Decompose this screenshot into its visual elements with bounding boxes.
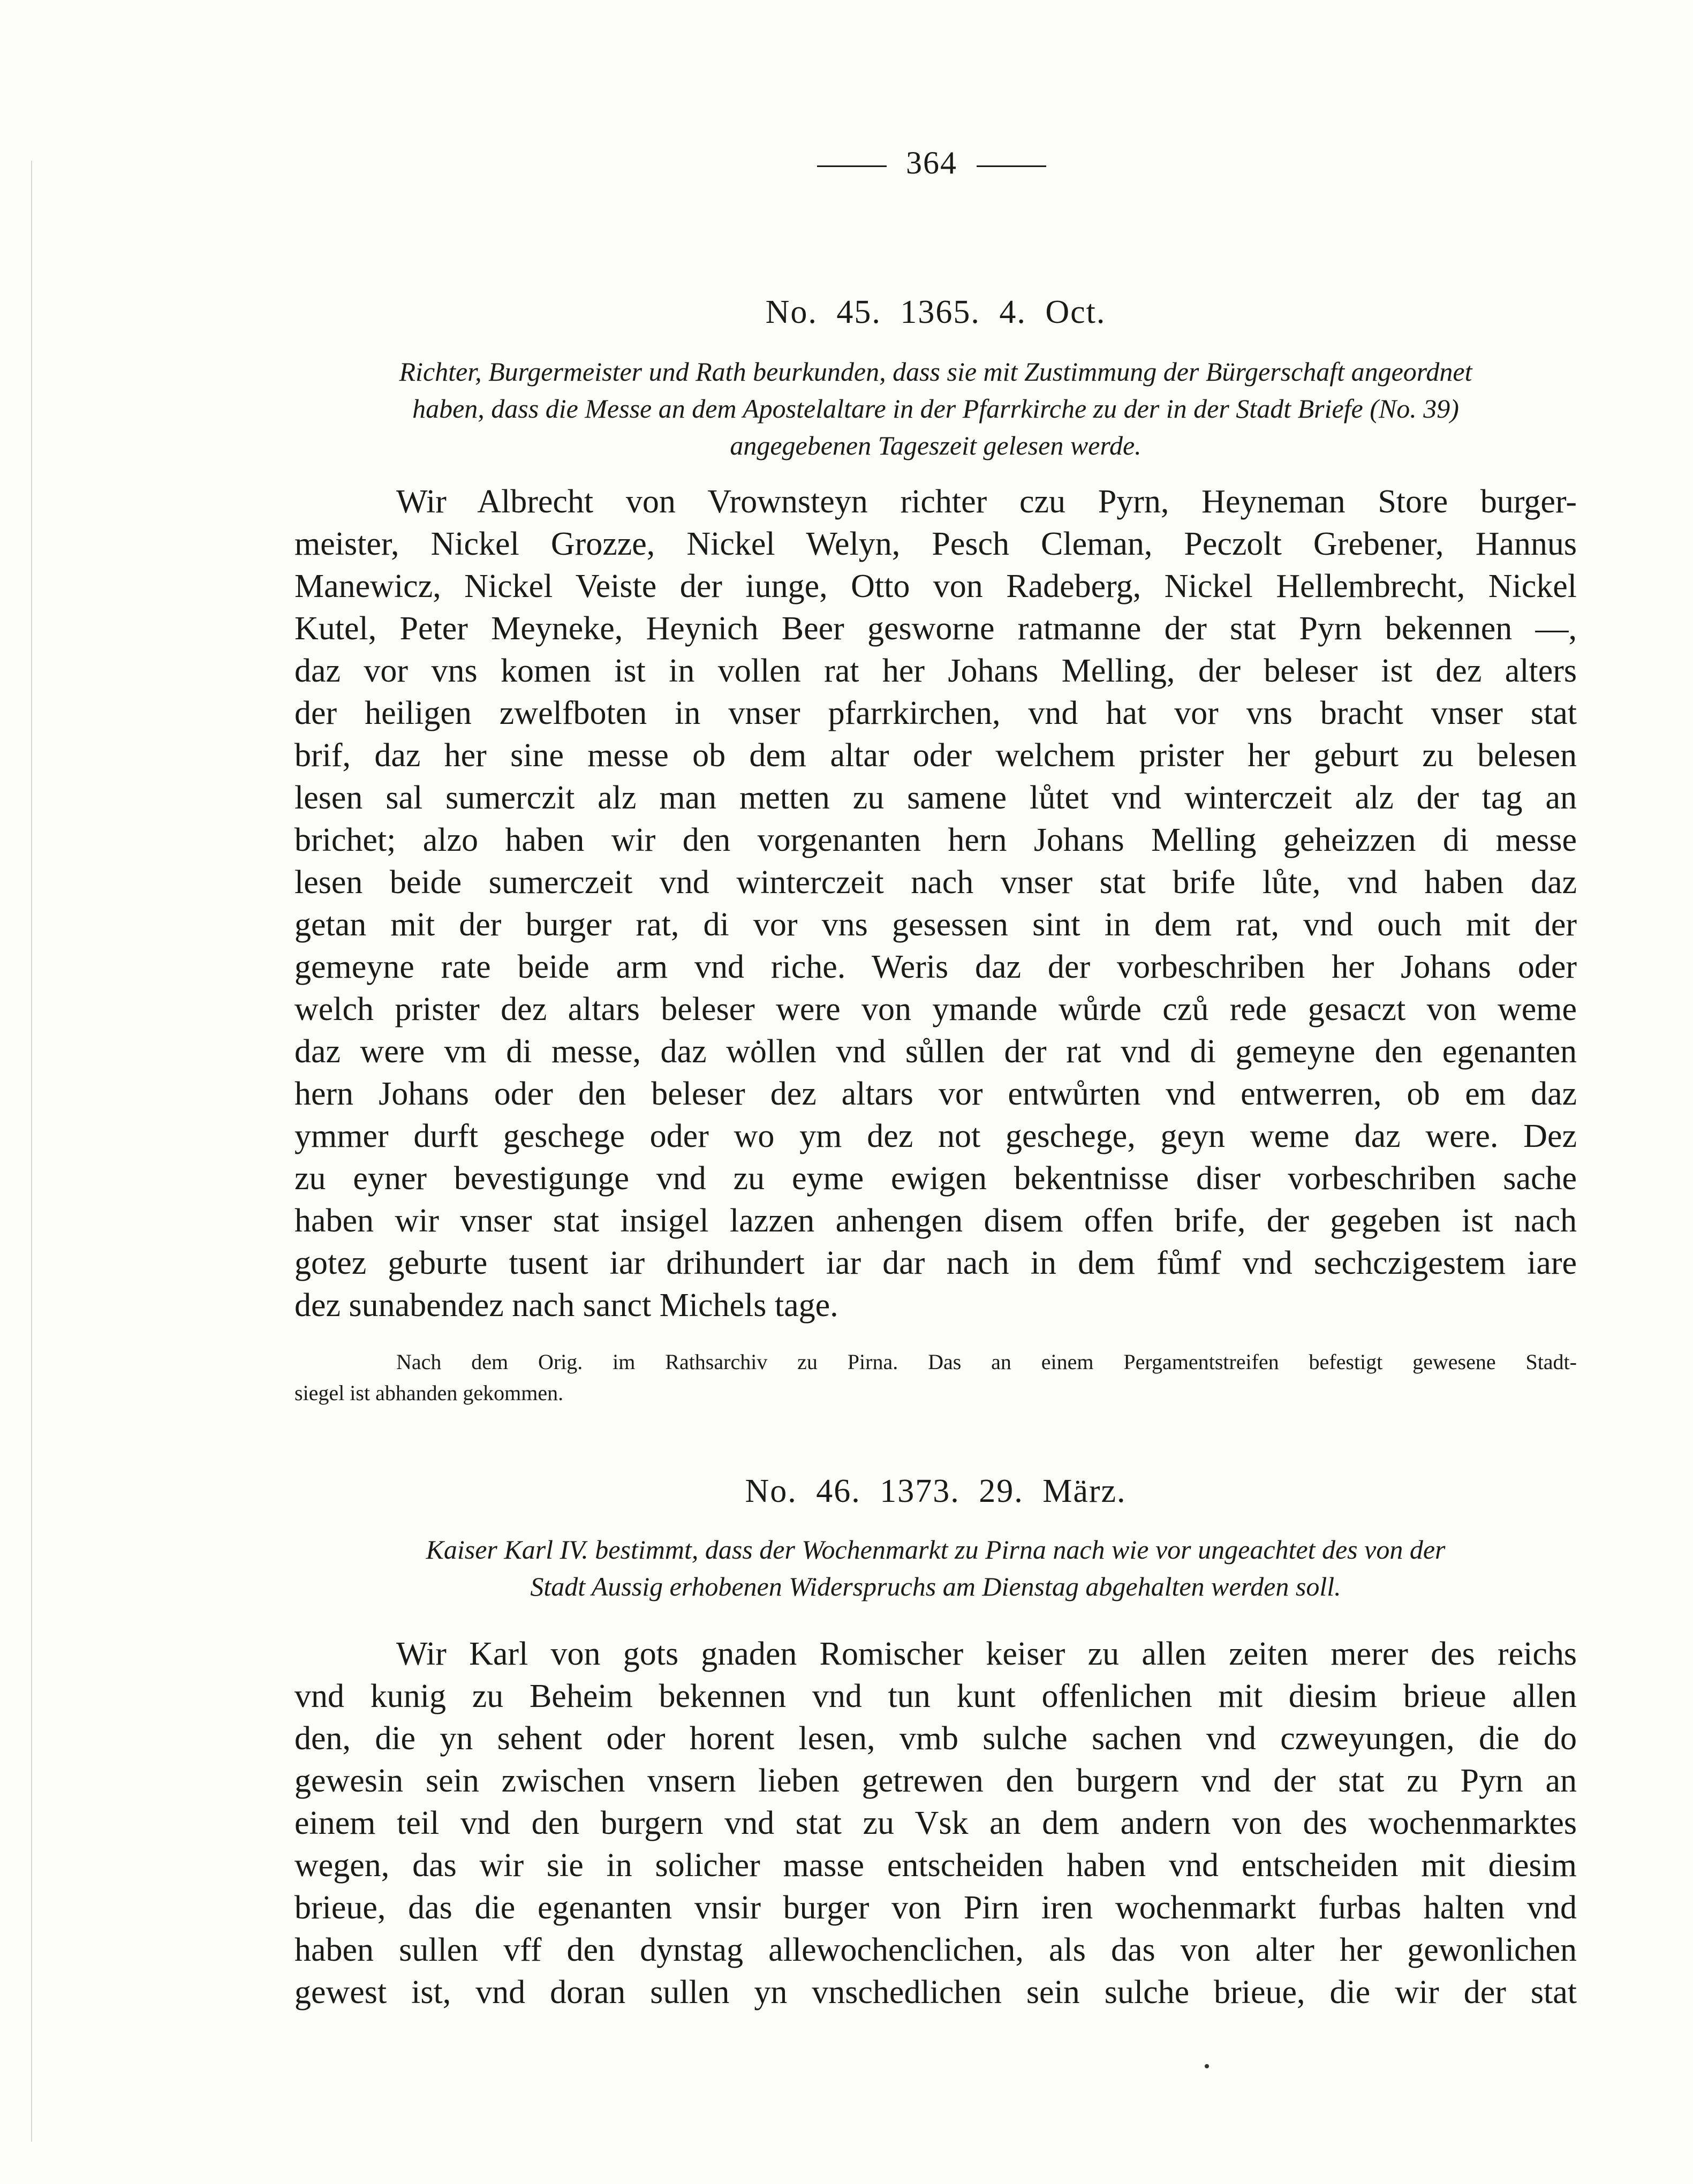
- summary-line: Richter, Burgermeister und Rath beurkunden, dass sie mit Zustimmung der Bürgerschaft angeordnet: [399, 357, 1472, 387]
- body-line: der heiligen zwelfboten in vnser pfarrkirchen, vnd hat vor vns bracht vnser stat: [294, 695, 1577, 731]
- body-line: lesen beide sumerczeit vnd winterczeit nach vnser stat brife lůte, vnd haben daz: [294, 864, 1577, 901]
- summary-line: Stadt Aussig erhobenen Widerspruchs am Dienstag abgehalten werden soll.: [530, 1571, 1341, 1601]
- body-line: Kutel, Peter Meyneke, Heynich Beer gesworne ratmanne der stat Pyrn bekennen —,: [294, 610, 1577, 647]
- body-line: getan mit der burger rat, di vor vns gesessen sint in dem rat, vnd ouch mit der: [294, 906, 1577, 943]
- body-line: daz were vm di messe, daz wȯllen vnd sůllen der rat vnd di gemeyne den egenanten: [294, 1033, 1577, 1070]
- document-summary: [294, 1531, 1577, 1605]
- body-line: Wir Karl von gots gnaden Romischer keiser zu allen zeiten merer des reichs: [396, 1636, 1577, 1672]
- body-line: gotez geburte tusent iar drihundert iar dar nach in dem fůmf vnd sechczigestem iare: [294, 1245, 1577, 1281]
- body-line: daz vor vns komen ist in vollen rat her Johans Melling, der beleser ist dez alters: [294, 653, 1577, 689]
- body-line: gewesin sein zwischen vnsern lieben getrewen den burgern vnd der stat zu Pyrn an: [294, 1763, 1577, 1799]
- body-line: gemeyne rate beide arm vnd riche. Weris daz der vorbeschriben her Johans oder: [294, 949, 1577, 985]
- body-line: wegen, das wir sie in solicher masse entscheiden haben vnd entscheiden mit diesim: [294, 1847, 1577, 1884]
- body-line: welch prister dez altars beleser were von ymande wůrde czů rede gesaczt von weme: [294, 991, 1577, 1027]
- document-body: [294, 481, 1577, 1327]
- body-line: hern Johans oder den beleser dez altars vor entwůrten vnd entwerren, ob em daz: [294, 1076, 1577, 1112]
- body-line: zu eyner bevestigunge vnd zu eyme ewigen bekentnisse diser vorbeschriben sache: [294, 1160, 1577, 1197]
- body-line: haben sullen vff den dynstag allewochenclichen, als das von alter her gewonlichen: [294, 1932, 1577, 1968]
- body-line: Wir Albrecht von Vrownsteyn richter czu Pyrn, Heyneman Store burger-: [396, 483, 1577, 520]
- page-number-text: 364: [906, 145, 957, 180]
- document-summary: [294, 353, 1577, 464]
- summary-line: angegebenen Tageszeit gelesen werde.: [730, 430, 1142, 460]
- page-number-dash-left: [817, 165, 887, 167]
- body-line: meister, Nickel Grozze, Nickel Welyn, Pesch Cleman, Peczolt Grebener, Hannus: [294, 526, 1577, 562]
- body-line: dez sunabendez nach sanct Michels tage.: [294, 1287, 838, 1324]
- body-line: lesen sal sumerczit alz man metten zu samene lůtet vnd winterczeit alz der tag an: [294, 780, 1577, 816]
- note-line: siegel ist abhanden gekommen.: [294, 1381, 564, 1405]
- body-line: brichet; alzo haben wir den vorgenanten hern Johans Melling geheizzen di messe: [294, 822, 1577, 858]
- body-line: einem teil vnd den burgern vnd stat zu Vsk an dem andern von des wochenmarktes: [294, 1805, 1577, 1841]
- note-line: Nach dem Orig. im Rathsarchiv zu Pirna. Das an einem Pergamentstreifen befestigt gewesene Stadt-: [396, 1350, 1577, 1374]
- page-number-dash-right: [977, 165, 1046, 167]
- body-line: haben wir vnser stat insigel lazzen anhengen disem offen brife, der gegeben ist nach: [294, 1203, 1577, 1239]
- page-number: [792, 145, 1071, 182]
- body-line: Manewicz, Nickel Veiste der iunge, Otto von Radeberg, Nickel Hellembrecht, Nickel: [294, 568, 1577, 604]
- body-line: den, die yn sehent oder horent lesen, vmb sulche sachen vnd czweyungen, die do: [294, 1720, 1577, 1757]
- summary-line: Kaiser Karl IV. bestimmt, dass der Wochenmarkt zu Pirna nach wie vor ungeachtet des von der: [426, 1535, 1446, 1565]
- source-note: [294, 1347, 1577, 1409]
- body-line: brieue, das die egenanten vnsir burger von Pirn iren wochenmarkt furbas halten vnd: [294, 1890, 1577, 1926]
- body-line: ymmer durft geschege oder wo ym dez not geschege, geyn weme daz were. Dez: [294, 1118, 1577, 1154]
- binding-edge: [31, 161, 32, 2142]
- document-heading: No. 45. 1365. 4. Oct.: [765, 294, 1106, 330]
- document-heading: No. 46. 1373. 29. März.: [745, 1473, 1127, 1509]
- document-body: [294, 1633, 1577, 2014]
- body-line: vnd kunig zu Beheim bekennen vnd tun kunt offenlichen mit diesim brieue allen: [294, 1678, 1577, 1714]
- scan-speck: [1205, 2064, 1209, 2068]
- summary-line: haben, dass die Messe an dem Apostelaltare in der Pfarrkirche zu der in der Stadt Briefe (No. 39): [412, 394, 1459, 424]
- body-line: gewest ist, vnd doran sullen yn vnschedlichen sein sulche brieue, die wir der stat: [294, 1974, 1577, 2011]
- body-line: brif, daz her sine messe ob dem altar oder welchem prister her geburt zu belesen: [294, 737, 1577, 774]
